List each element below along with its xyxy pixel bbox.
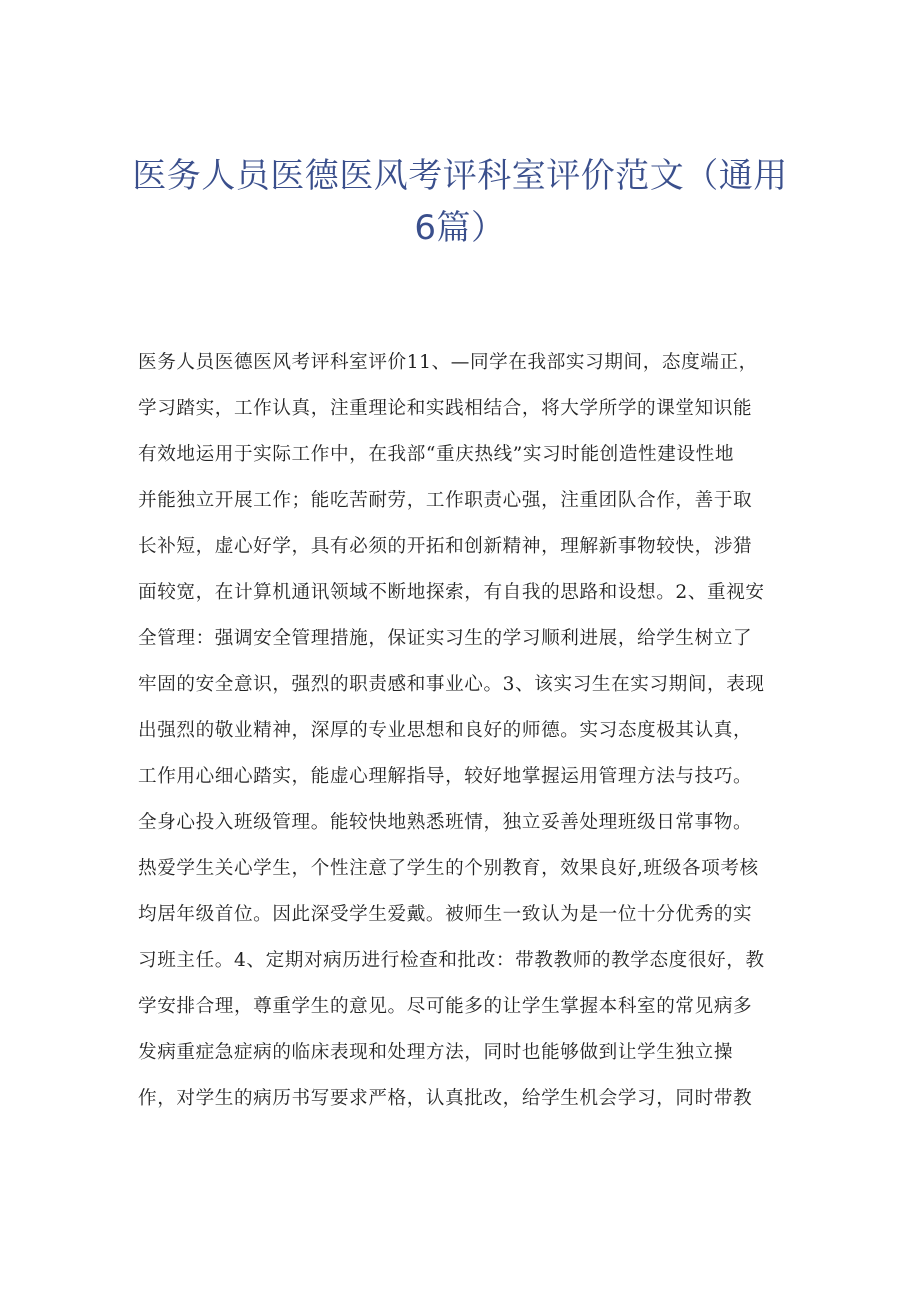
title-line-1: 医务人员医德医风考评科室评价范文（通用 — [132, 156, 788, 196]
body-line: 学安排合理，尊重学生的意见。尽可能多的让学生掌握本科室的常见病多 — [138, 996, 753, 1017]
body-line: 长补短，虚心好学，具有必须的开拓和创新精神，理解新事物较快，涉猎 — [138, 536, 753, 557]
body-line: 习班主任。4、定期对病历进行检查和批改：带教教师的教学态度很好，教 — [138, 950, 765, 971]
body-line: 面较宽，在计算机通讯领域不断地探索，有自我的思路和设想。2、重视安 — [138, 582, 765, 603]
body-line: 有效地运用于实际工作中，在我部“重庆热线”实习时能创造性建设性地 — [138, 444, 735, 465]
body-line: 出强烈的敬业精神，深厚的专业思想和良好的师德。实习态度极其认真， — [138, 720, 753, 741]
body-line: 作，对学生的病历书写要求严格，认真批改，给学生机会学习，同时带教 — [138, 1088, 753, 1109]
document-body — [138, 340, 798, 1122]
body-line: 全身心投入班级管理。能较快地熟悉班情，独立妥善处理班级日常事物。 — [138, 812, 753, 833]
body-line: 发病重症急症病的临床表现和处理方法，同时也能够做到让学生独立操 — [138, 1042, 734, 1063]
body-line: 牢固的安全意识，强烈的职责感和事业心。3、该实习生在实习期间，表现 — [138, 674, 765, 695]
body-line: 并能独立开展工作；能吃苦耐劳，工作职责心强，注重团队合作，善于取 — [138, 490, 753, 511]
body-line: 均居年级首位。因此深受学生爱戴。被师生一致认为是一位十分优秀的实 — [138, 904, 753, 925]
body-line: 全管理：强调安全管理措施，保证实习生的学习顺利进展，给学生树立了 — [138, 628, 753, 649]
title-line-2: 6篇） — [414, 208, 506, 248]
document-title — [120, 150, 800, 254]
body-line: 医务人员医德医风考评科室评价11、—同学在我部实习期间，态度端正， — [138, 352, 758, 373]
body-line: 学习踏实，工作认真，注重理论和实践相结合，将大学所学的课堂知识能 — [138, 398, 753, 419]
body-line: 工作用心细心踏实，能虚心理解指导，较好地掌握运用管理方法与技巧。 — [138, 766, 753, 787]
body-line: 热爱学生关心学生，个性注意了学生的个别教育，效果良好,班级各项考核 — [138, 858, 759, 879]
